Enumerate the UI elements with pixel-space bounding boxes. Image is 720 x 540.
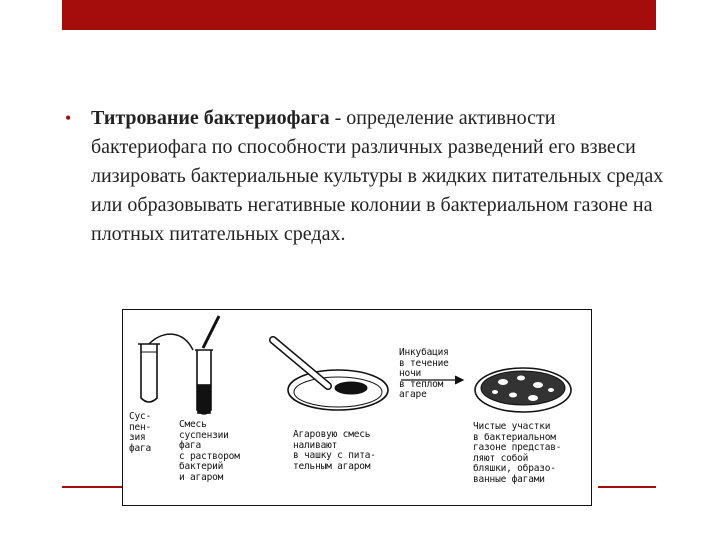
caption-agar: Агаровую смесь наливают в чашку с пита- тельным агаром: [293, 429, 376, 472]
definition-text: - определение активности бактериофага по способности различных разведений его взвеси лизировать бактериальные культуры в жидких питательных средах или образовывать негативные колонии в бактериальном газоне на плотных питательных средах.: [91, 107, 664, 245]
caption-incubation: Инкубация в течение ночи в теплом агаре: [399, 347, 449, 400]
petri-dish-pouring: [273, 340, 388, 410]
bullet-text: [91, 104, 665, 249]
test-tube-mixture: [195, 316, 219, 414]
connecting-tube: [149, 334, 193, 350]
caption-mixture: Смесь суспензии фага с раствором бактерий и агаром: [179, 419, 240, 483]
caption-result: Чистые участки в бактериальном газоне представ- ляют собой бляшки, образо- ванные фагами: [473, 421, 562, 485]
test-tube-suspension: [138, 344, 160, 402]
bottom-accent-line-left: [62, 486, 122, 488]
bullet-item: [65, 104, 665, 249]
caption-suspension: Сус- пен- зия фага: [129, 411, 152, 454]
petri-dish-plaques: [475, 368, 571, 412]
term-bold: Титрование бактериофага: [91, 107, 330, 129]
bullet-marker: •: [65, 108, 72, 128]
top-accent-bar: [62, 0, 656, 30]
bottom-accent-line-right: [598, 486, 656, 488]
phage-titration-figure: [122, 309, 592, 506]
